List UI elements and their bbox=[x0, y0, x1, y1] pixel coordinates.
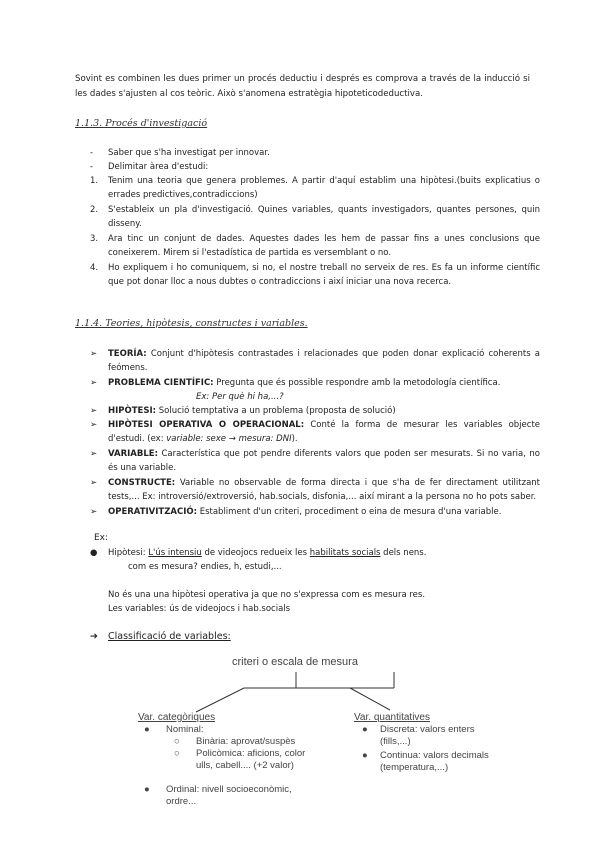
list-text: Binària: aprovat/suspès bbox=[196, 736, 296, 747]
circle-bullet-icon: ○ bbox=[174, 748, 180, 759]
arrowhead-icon: ➢ bbox=[90, 349, 98, 359]
arrowhead-icon: ➢ bbox=[90, 420, 98, 430]
example-line: No és una una hipòtesi operativa ja que no s'expressa com es mesura res. bbox=[108, 590, 426, 600]
definition-italic: variable: sexe → mesura: DNI bbox=[166, 434, 292, 444]
categorical-title: Var. categòriques bbox=[138, 712, 216, 723]
example-line: Les variables: ús de videojocs i hab.socials bbox=[108, 604, 291, 614]
hypothesis-label: Hipòtesi: bbox=[108, 548, 149, 558]
list-text: Ho expliquem i ho comuniquem, si no, el nostre treball no serveix de res. Es fa un informe científic que pot donar lloc a nous dubtes o contradiccions i així iniciar una nova recerca. bbox=[108, 263, 540, 287]
definition-term: TEORÍA: bbox=[108, 349, 147, 359]
section-heading-investigacio: 1.1.3. Procés d'investigació bbox=[75, 118, 208, 129]
arrowhead-icon: ➢ bbox=[90, 478, 98, 488]
hypothesis-end: dels nens. bbox=[380, 548, 427, 558]
definition-term: PROBLEMA CIENTÍFIC: bbox=[108, 378, 214, 388]
list-marker: 1. bbox=[90, 176, 99, 186]
list-text: Nominal: bbox=[166, 724, 204, 735]
bullet-icon: ● bbox=[144, 724, 150, 735]
definition-body: Establiment d'un criteri, procediment o eina de mesura d'una variable. bbox=[197, 507, 502, 517]
hypothesis-mid: de videojocs redueix les bbox=[201, 548, 310, 558]
arrowhead-icon: ➢ bbox=[90, 406, 98, 416]
list-text: S'estableix un pla d'investigació. Quines variables, quants investigadors, quantes persones, quin disseny. bbox=[108, 205, 540, 229]
arrowhead-icon: ➢ bbox=[90, 378, 98, 388]
example-label: Ex: bbox=[94, 533, 109, 543]
circle-bullet-icon: ○ bbox=[174, 736, 180, 747]
list-marker: 4. bbox=[90, 263, 99, 273]
definition-term: HIPÒTESI OPERATIVA O OPERACIONAL: bbox=[108, 420, 305, 430]
definition-body: Característica que pot pendre diferents valors que poden ser mesurats. Si no varia, no és una variable. bbox=[108, 449, 540, 473]
list-text: Ara tinc un conjunt de dades. Aquestes dades les hem de passar fins a unes conclusions que coneixerem. Mirem si l'estadística de partida es versemblant o no. bbox=[108, 234, 540, 258]
arrow-right-icon: ➔ bbox=[90, 631, 98, 642]
definition-close: ). bbox=[291, 434, 298, 444]
bullet-icon: ● bbox=[362, 724, 368, 735]
list-text: Saber que s'ha investigat per innovar. bbox=[108, 148, 270, 158]
definition-body: Conjunt d'hipòtesis contrastades i relacionades que poden donar explicació coherents a feómens. bbox=[108, 349, 540, 373]
list-marker: - bbox=[90, 148, 94, 158]
definition-body: Conté la forma de mesurar les variables objecte d'estudi. (ex: bbox=[108, 420, 541, 444]
list-text: Ordinal: nivell socioeconòmic, ordre... bbox=[166, 784, 292, 807]
list-text: Policòmica: aficions, color ulls, cabell.... (+2 valor) bbox=[196, 748, 306, 771]
quantitative-title: Var. quantitatives bbox=[354, 712, 430, 723]
bullet-icon: ● bbox=[362, 750, 368, 761]
definition-term: CONSTRUCTE: bbox=[108, 478, 176, 488]
diagram-top-label: criteri o escala de mesura bbox=[232, 656, 358, 668]
classification-title: Classificació de variables: bbox=[108, 631, 231, 642]
list-text: Discreta: valors enters (fills,...) bbox=[380, 724, 475, 747]
example-text: Ex: Per què hi ha,...? bbox=[196, 392, 284, 402]
list-text: Delimitar àrea d'estudi: bbox=[108, 162, 209, 172]
list-marker: 3. bbox=[90, 234, 99, 244]
bullet-icon: ● bbox=[90, 548, 98, 558]
definition-term: HIPÒTESI: bbox=[108, 406, 157, 416]
definition-body: Pregunta que és possible respondre amb la metodología científica. bbox=[213, 378, 501, 388]
list-marker: 2. bbox=[90, 205, 99, 215]
section-heading-teories: 1.1.4. Teories, hipòtesis, constructes i variables. bbox=[75, 318, 308, 329]
list-text: Continua: valors decimals (temperatura,...) bbox=[380, 750, 489, 773]
definition-term: OPERATIVITZACIÓ: bbox=[108, 507, 197, 517]
underlined-variable-1: L'ús intensiu bbox=[148, 548, 202, 558]
definition-body: Variable no observable de forma directa i que s'ha de fer directament utilitzant tests,... Ex: introversió/extroversió, hab.socials, disfonia,... així mirant a la persona no ho pots saber. bbox=[108, 478, 540, 502]
definition-term: VARIABLE: bbox=[108, 449, 158, 459]
underlined-variable-2: habilitats socials bbox=[309, 548, 381, 558]
example-line: com es mesura? endies, h, estudi,... bbox=[128, 562, 282, 572]
list-marker: - bbox=[90, 162, 94, 172]
definition-body: Solució temptativa a un problema (proposta de solució) bbox=[156, 406, 396, 416]
bullet-icon: ● bbox=[144, 784, 150, 795]
arrowhead-icon: ➢ bbox=[90, 449, 98, 459]
arrowhead-icon: ➢ bbox=[90, 507, 98, 517]
list-text: Tenim una teoria que genera problemes. A partir d'aquí establim una hipòtesi.(buits explicatius o errades predictives,contradiccions) bbox=[108, 176, 540, 200]
intro-paragraph: Sovint es combinen les dues primer un procés deductiu i després es comprova a través de la inducció si les dades s'ajusten al cos teòric. Això s'anomena estratègia hipoteticodeductiva. bbox=[75, 74, 530, 99]
